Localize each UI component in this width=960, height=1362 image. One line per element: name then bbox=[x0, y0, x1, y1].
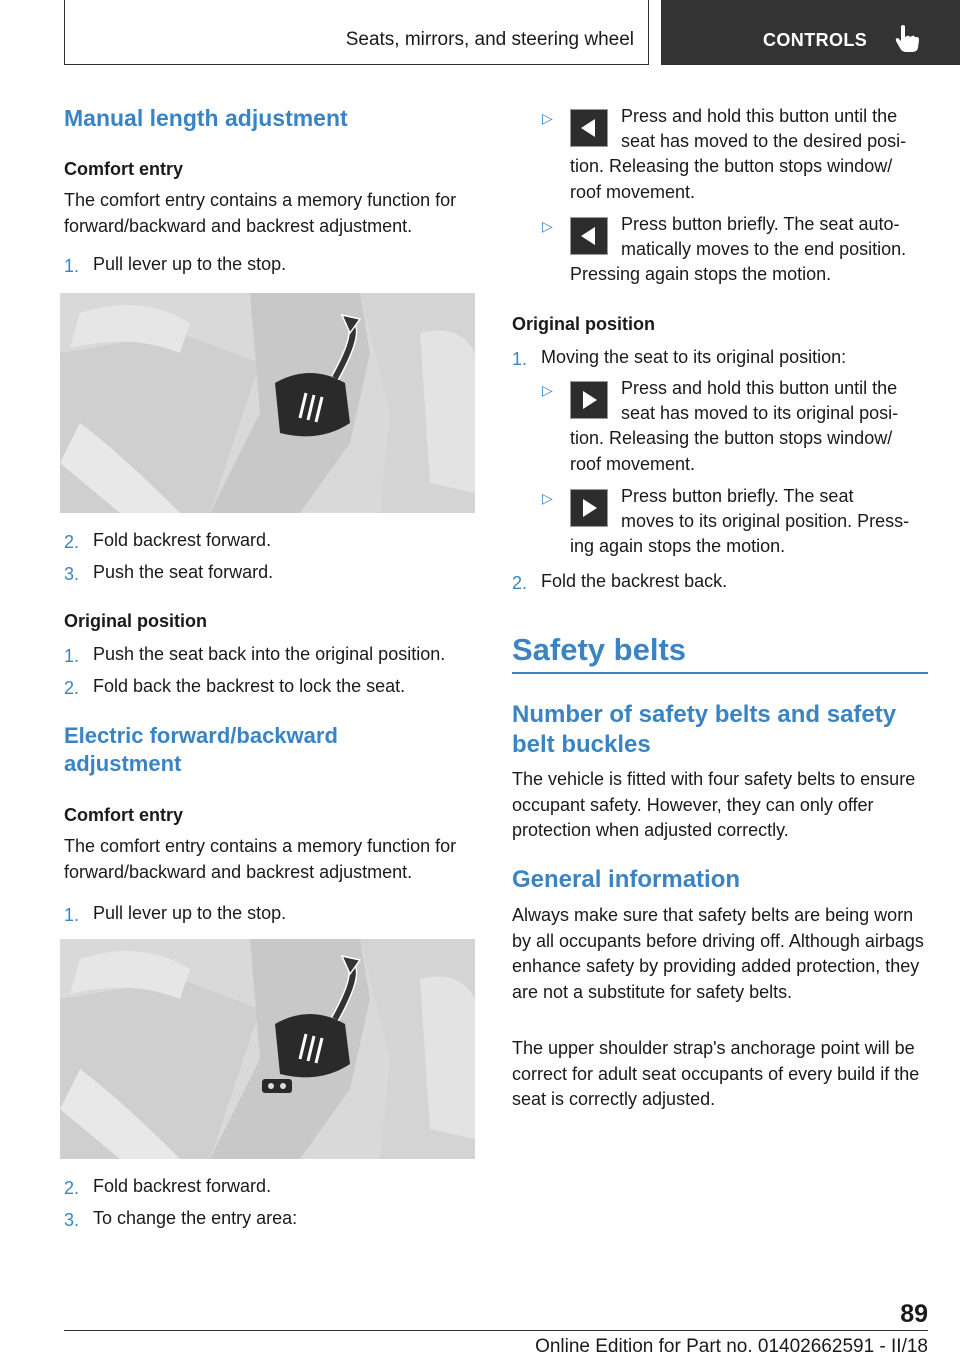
general-info-text-2: The upper shoulder strap's anchorage point will be correct for adult seat occupants of every build if the seat is correctly adjusted. bbox=[512, 1038, 920, 1109]
seat-lever-illustration-1 bbox=[60, 293, 475, 513]
step-number: 2. bbox=[64, 678, 80, 698]
subheading-comfort-entry-2: Comfort entry bbox=[64, 805, 184, 825]
step-number: 2. bbox=[64, 1178, 80, 1198]
bullet-text-rest: Pressing again stops the motion. bbox=[570, 264, 832, 284]
bullet-triangle-icon: ▷ bbox=[542, 218, 553, 234]
bullet-triangle-icon: ▷ bbox=[542, 490, 553, 506]
step-number: 2. bbox=[512, 573, 528, 593]
step-text: Fold back the backrest to lock the seat. bbox=[93, 676, 406, 696]
subheading-original-position-1: Original position bbox=[64, 611, 207, 631]
heading-safety-belts: Safety belts bbox=[512, 632, 687, 667]
step-text: Fold backrest forward. bbox=[93, 1176, 272, 1196]
bullet-text-line2: moves to its original position. Press- bbox=[621, 511, 910, 531]
subheading-original-position-2: Original position bbox=[512, 314, 655, 334]
bullet-triangle-icon: ▷ bbox=[542, 382, 553, 398]
seat-forward-button-icon bbox=[570, 381, 608, 419]
bullet-text-line2: seat has moved to its original posi- bbox=[621, 403, 899, 423]
step-number: 1. bbox=[64, 646, 80, 666]
header-section-box bbox=[64, 0, 649, 65]
step-text: Moving the seat to its original position: bbox=[541, 347, 847, 367]
subheading-comfort-entry-1: Comfort entry bbox=[64, 159, 184, 179]
bullet-text-line1: Press and hold this button until the bbox=[621, 106, 898, 126]
step-number: 1. bbox=[64, 256, 80, 276]
step-number: 1. bbox=[512, 349, 528, 369]
comfort-entry-text-2: The comfort entry contains a memory function for forward/backward and backrest adjustment. bbox=[64, 836, 457, 882]
footer-edition-text: Online Edition for Part no. 01402662591 - II/18 bbox=[535, 1336, 928, 1357]
header-chapter-box bbox=[661, 0, 960, 65]
heading-electric-adjustment: Electric forward/backward adjustment bbox=[64, 723, 338, 776]
seat-forward-button-icon bbox=[570, 489, 608, 527]
step-number: 2. bbox=[64, 532, 80, 552]
step-text: Push the seat forward. bbox=[93, 562, 274, 582]
step-number: 3. bbox=[64, 1210, 80, 1230]
number-of-belts-text: The vehicle is fitted with four safety belts to ensure occupant safety. However, they can only offer protection when adjusted correctly. bbox=[512, 769, 916, 840]
step-number: 1. bbox=[64, 905, 80, 925]
step-text: Pull lever up to the stop. bbox=[93, 903, 287, 923]
seat-backward-button-icon bbox=[570, 109, 608, 147]
bullet-text-line1: Press button briefly. The seat auto- bbox=[621, 214, 900, 234]
heading-manual-length: Manual length adjustment bbox=[64, 105, 348, 131]
heading-rule bbox=[512, 672, 928, 674]
header-section-title: Seats, mirrors, and steering wheel bbox=[345, 29, 634, 50]
step-number: 3. bbox=[64, 564, 80, 584]
seat-backward-button-icon bbox=[570, 217, 608, 255]
header-chapter-title: CONTROLS bbox=[763, 30, 868, 50]
bullet-text-line2: matically moves to the end position. bbox=[621, 239, 907, 259]
bullet-triangle-icon: ▷ bbox=[542, 110, 553, 126]
bullet-text-line1: Press and hold this button until the bbox=[621, 378, 898, 398]
footer-rule bbox=[64, 1330, 928, 1331]
step-text: Fold the backrest back. bbox=[541, 571, 728, 591]
general-info-text-1: Always make sure that safety belts are being worn by all occupants before driving off. Although airbags enhance safety by providing added protection, they are not a substitute for safety belts. bbox=[512, 905, 924, 1002]
seat-lever-illustration-2 bbox=[60, 939, 475, 1159]
bullet-text-line1: Press button briefly. The seat bbox=[621, 486, 854, 506]
step-text: Push the seat back into the original position. bbox=[93, 644, 446, 664]
heading-general-information: General information bbox=[512, 866, 741, 893]
bullet-text-rest: tion. Releasing the button stops window/ roof movement. bbox=[570, 428, 893, 474]
pointing-hand-icon bbox=[893, 24, 921, 54]
step-text: To change the entry area: bbox=[93, 1208, 298, 1228]
step-text: Fold backrest forward. bbox=[93, 530, 272, 550]
comfort-entry-text-1: The comfort entry contains a memory function for forward/backward and backrest adjustment. bbox=[64, 190, 457, 236]
bullet-text-rest: tion. Releasing the button stops window/ roof movement. bbox=[570, 156, 893, 202]
step-text: Pull lever up to the stop. bbox=[93, 254, 287, 274]
bullet-text-rest: ing again stops the motion. bbox=[570, 536, 786, 556]
bullet-text-line2: seat has moved to the desired posi- bbox=[621, 131, 907, 151]
page-number: 89 bbox=[900, 1300, 928, 1328]
heading-number-of-belts: Number of safety belts and safety belt buckles bbox=[512, 701, 897, 758]
